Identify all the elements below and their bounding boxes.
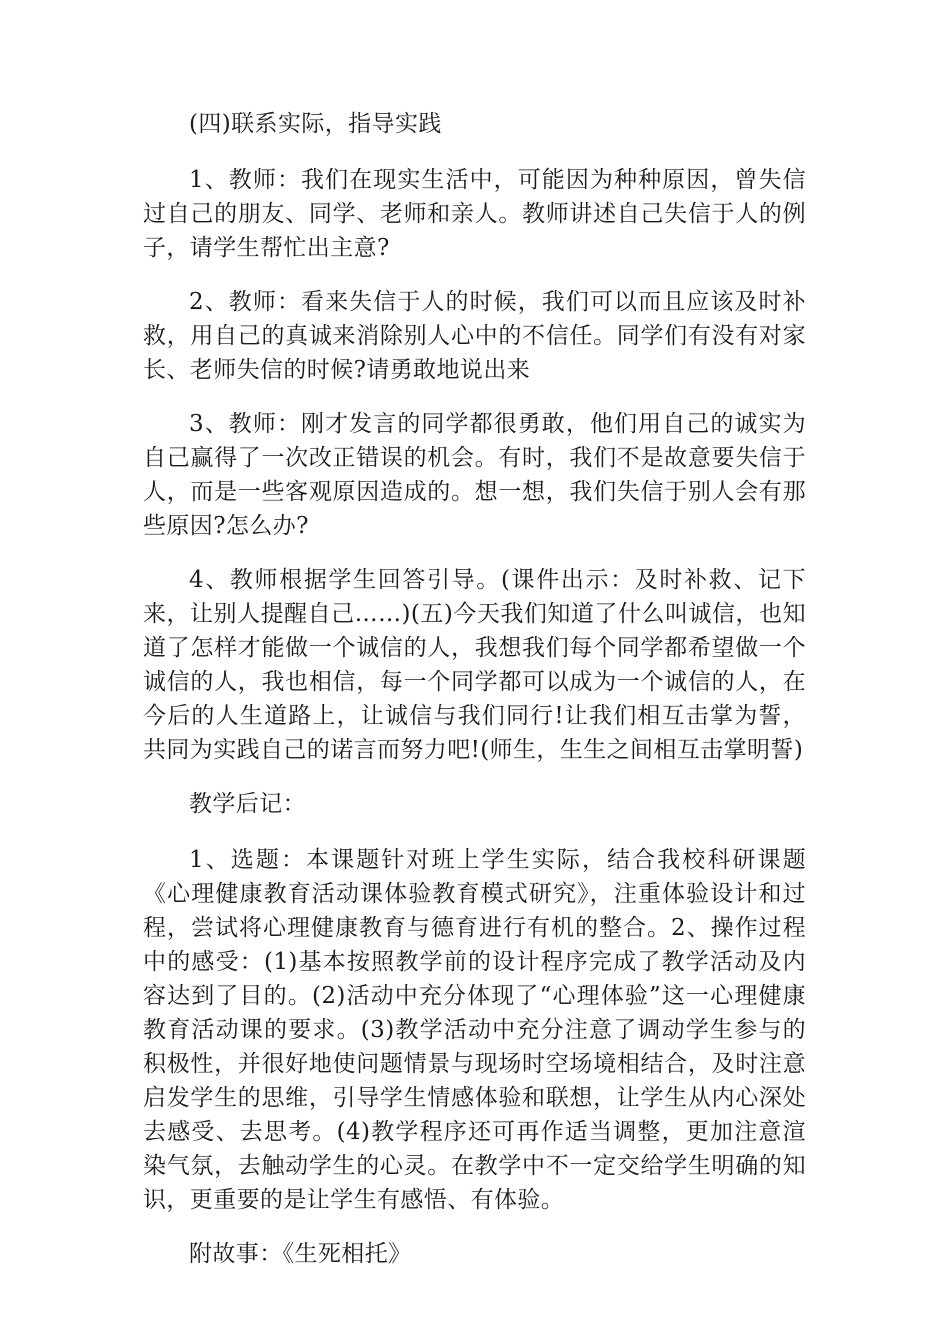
section-heading-practice: (四)联系实际，指导实践: [189, 111, 442, 137]
section-heading-postscript: 教学后记：: [189, 791, 306, 817]
paragraph-teacher-3: 3、教师：刚才发言的同学都很勇敢，他们用自己的诚实为自己赢得了一次改正错误的机会。有时，我们不是故意要失信于人，而是一些客观原因造成的。想一想，我们失信于别人会有那些原因?怎么办?: [143, 411, 806, 539]
paragraph-postscript: 1、选题：本课题针对班上学生实际，结合我校科研课题《心理健康教育活动课体验教育模式研究》，注重体验设计和过程，尝试将心理健康教育与德育进行有机的整合。2、操作过程中的感受：(1)基本按照教学前的设计程序完成了教学活动及内容达到了目的。(2)活动中充分体现了“心理体验”这一心理健康教育活动课的要求。(3)教学活动中充分注意了调动学生参与的积极性，并很好地使问题情景与现场时空场境相结合，及时注意启发学生的思维，引导学生情感体验和联想，让学生从内心深处去感受、去思考。(4)教学程序还可再作适当调整，更加注意渲染气氛，去触动学生的心灵。在教学中不一定交给学生明确的知识，更重要的是让学生有感悟、有体验。: [143, 847, 806, 1213]
paragraph-teacher-4: 4、教师根据学生回答引导。(课件出示：及时补救、记下来，让别人提醒自己……)(五)今天我们知道了什么叫诚信，也知道了怎样才能做一个诚信的人，我想我们每个同学都希望做一个诚信的人，我也相信，每一个同学都可以成为一个诚信的人，在今后的人生道路上，让诚信与我们同行!让我们相互击掌为誓，共同为实践自己的诺言而努力吧!(师生，生生之间相互击掌明誓): [143, 567, 806, 763]
document-body: [143, 107, 806, 1291]
appendix-story-title: 附故事：《生死相托》: [189, 1241, 412, 1267]
paragraph-teacher-2: 2、教师：看来失信于人的时候，我们可以而且应该及时补救，用自己的真诚来消除别人心中的不信任。同学们有没有对家长、老师失信的时候?请勇敢地说出来: [143, 289, 806, 383]
paragraph-teacher-1: 1、教师：我们在现实生活中，可能因为种种原因，曾失信过自己的朋友、同学、老师和亲人。教师讲述自己失信于人的例子，请学生帮忙出主意?: [143, 167, 806, 261]
